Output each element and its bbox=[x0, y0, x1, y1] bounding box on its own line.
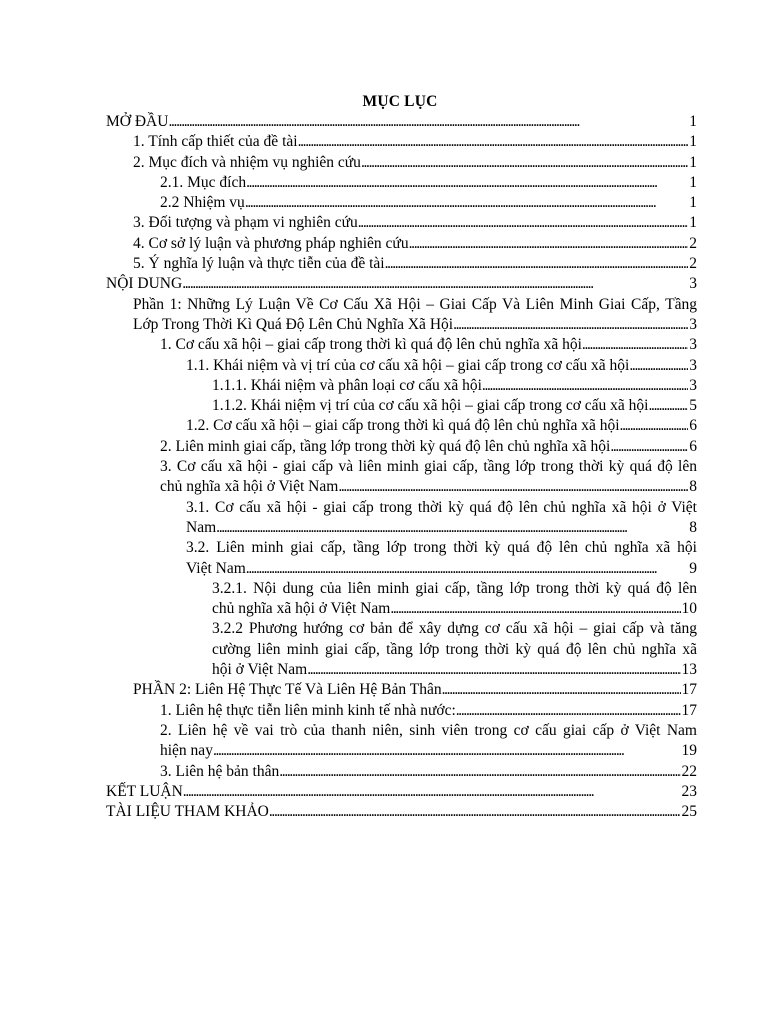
dot-leader bbox=[298, 132, 689, 152]
toc-entry-page: 3 bbox=[689, 356, 697, 374]
toc-title: MỤC LỤC bbox=[362, 93, 438, 110]
dot-leader bbox=[182, 274, 688, 294]
toc-entry-page: 2 bbox=[689, 234, 697, 252]
toc-entry-4[interactable] bbox=[133, 234, 697, 254]
dot-leader bbox=[648, 396, 688, 416]
toc-entry-page: 22 bbox=[681, 762, 697, 780]
toc-entry-text: MỞ ĐẦU bbox=[106, 113, 169, 130]
toc-entry-page: 1 bbox=[689, 194, 697, 212]
toc-entry-p1-3[interactable] bbox=[160, 457, 697, 498]
toc-entry-mo-dau[interactable] bbox=[106, 112, 697, 132]
dot-leader bbox=[385, 254, 689, 274]
toc-entry-page: 10 bbox=[681, 600, 697, 618]
toc-entry-page: 8 bbox=[689, 478, 697, 496]
toc-entry-2[interactable] bbox=[133, 153, 697, 173]
toc-entry-text-line2: cường liên minh giai cấp, tầng lớp trong thời kỳ quá độ lên chủ nghĩa xã bbox=[212, 640, 697, 658]
toc-entry-text-last: chủ nghĩa xã hội ở Việt Nam bbox=[212, 600, 391, 618]
dot-leader bbox=[409, 234, 689, 254]
toc-entry-text: 2.1. Mục đích bbox=[160, 173, 247, 191]
toc-entry-text: 1.1. Khái niệm và vị trí của cơ cấu xã hội – giai cấp trong cơ cấu xã hội bbox=[186, 356, 630, 374]
toc-entry-2-2[interactable] bbox=[160, 193, 697, 213]
toc-entry-text-last: Nam bbox=[186, 518, 217, 536]
dot-leader bbox=[610, 437, 688, 457]
toc-entry-p1-3-2[interactable] bbox=[186, 538, 697, 579]
dot-leader bbox=[246, 173, 688, 193]
toc-entry-page: 17 bbox=[681, 701, 697, 719]
toc-entry-p2-1[interactable] bbox=[160, 701, 697, 721]
toc-entry-phan-2[interactable] bbox=[133, 680, 697, 700]
toc-entry-p1-1-1-1[interactable] bbox=[212, 376, 697, 396]
toc-entry-text: 2. Mục đích và nhiệm vụ nghiên cứu bbox=[133, 153, 361, 171]
toc-entry-text: 3. Liên hệ bản thân bbox=[160, 762, 280, 780]
toc-entry-p1-3-1[interactable] bbox=[186, 498, 697, 539]
toc-entry-p2-3[interactable] bbox=[160, 762, 697, 782]
toc-entry-text-last: hội ở Việt Nam bbox=[212, 661, 308, 679]
toc-entry-page: 6 bbox=[689, 437, 697, 455]
toc-entry-page: 3 bbox=[689, 315, 697, 333]
toc-entry-text: 3. Đối tượng và phạm vi nghiên cứu bbox=[133, 214, 358, 232]
table-of-contents bbox=[106, 112, 697, 822]
toc-entry-p2-2[interactable] bbox=[160, 721, 697, 762]
toc-entry-2-1[interactable] bbox=[160, 173, 697, 193]
toc-entry-page: 1 bbox=[689, 214, 697, 232]
toc-entry-page: 3 bbox=[689, 376, 697, 394]
dot-leader bbox=[307, 660, 680, 680]
dot-leader bbox=[390, 599, 680, 619]
dot-leader bbox=[183, 782, 681, 802]
toc-entry-5[interactable] bbox=[133, 254, 697, 274]
toc-entry-tai-lieu[interactable] bbox=[106, 802, 697, 822]
toc-entry-text-line1: 3.2.1. Nội dung của liên minh giai cấp, tầng lớp trong thời kỳ quá độ lên bbox=[212, 579, 697, 597]
toc-entry-text-line1: 3.1. Cơ cấu xã hội - giai cấp trong thời kỳ quá độ lên chủ nghĩa xã hội ở Việt bbox=[186, 498, 697, 516]
toc-entry-noi-dung[interactable] bbox=[106, 274, 697, 294]
toc-entry-page: 19 bbox=[681, 742, 697, 760]
toc-entry-text: 1. Cơ cấu xã hội – giai cấp trong thời kì quá độ lên chủ nghĩa xã hội bbox=[160, 336, 582, 354]
toc-entry-page: 8 bbox=[689, 518, 697, 536]
toc-entry-text: NỘI DUNG bbox=[106, 275, 183, 293]
toc-entry-text-line1: 3.2.2 Phương hướng cơ bản để xây dựng cơ cấu xã hội – giai cấp và tăng bbox=[212, 620, 697, 638]
toc-entry-p1-1-1-2[interactable] bbox=[212, 396, 697, 416]
toc-entry-text-last: Lớp Trong Thời Kì Quá Độ Lên Chủ Nghĩa Xã Hội bbox=[133, 315, 454, 333]
toc-entry-text: TÀI LIỆU THAM KHẢO bbox=[106, 803, 269, 821]
toc-entry-page: 17 bbox=[681, 681, 697, 699]
toc-entry-text-last: chủ nghĩa xã hội ở Việt Nam bbox=[160, 478, 339, 496]
dot-leader bbox=[246, 559, 688, 579]
toc-entry-page: 9 bbox=[689, 559, 697, 577]
toc-entry-page: 13 bbox=[681, 661, 697, 679]
dot-leader bbox=[361, 153, 688, 173]
toc-entry-page: 5 bbox=[689, 397, 697, 415]
dot-leader bbox=[482, 376, 688, 396]
toc-entry-text: KẾT LUẬN bbox=[106, 782, 183, 800]
toc-entry-p1-3-2-1[interactable] bbox=[212, 579, 697, 620]
toc-entry-text: 1. Liên hệ thực tiễn liên minh kinh tế nhà nước: bbox=[160, 701, 456, 719]
dot-leader bbox=[629, 356, 688, 376]
dot-leader bbox=[453, 315, 688, 335]
toc-entry-page: 2 bbox=[689, 255, 697, 273]
toc-entry-text: 2.2 Nhiệm vụ bbox=[160, 194, 245, 212]
toc-entry-text-last: Việt Nam bbox=[186, 559, 246, 577]
dot-leader bbox=[245, 193, 688, 213]
toc-entry-p1-1-1[interactable] bbox=[186, 356, 697, 376]
toc-entry-text: 1.1.2. Khái niệm vị trí của cơ cấu xã hội – giai cấp trong cơ cấu xã hội bbox=[212, 397, 649, 415]
dot-leader bbox=[216, 518, 688, 538]
toc-entry-ket-luan[interactable] bbox=[106, 782, 697, 802]
toc-entry-text-last: hiện nay bbox=[160, 742, 213, 760]
toc-entry-text: 1.2. Cơ cấu xã hội – giai cấp trong thời kì quá độ lên chủ nghĩa xã hội bbox=[186, 417, 620, 435]
toc-entry-p1-1-2[interactable] bbox=[186, 416, 697, 436]
dot-leader bbox=[338, 477, 688, 497]
toc-entry-3[interactable] bbox=[133, 213, 697, 233]
toc-entry-page: 3 bbox=[689, 275, 697, 293]
toc-entry-text-line1: 2. Liên hệ về vai trò của thanh niên, sinh viên trong cơ cấu giai cấp ở Việt Nam bbox=[160, 721, 697, 739]
dot-leader bbox=[213, 741, 681, 761]
toc-entry-1[interactable] bbox=[133, 132, 697, 152]
toc-entry-page: 25 bbox=[681, 803, 697, 821]
toc-entry-page: 1 bbox=[689, 173, 697, 191]
toc-entry-text: 1. Tính cấp thiết của đề tài bbox=[133, 133, 298, 151]
dot-leader bbox=[456, 701, 681, 721]
toc-entry-text-line1: Phần 1: Những Lý Luận Về Cơ Cấu Xã Hội – Giai Cấp Và Liên Minh Giai Cấp, Tầng bbox=[133, 295, 697, 313]
toc-entry-text-line1: 3.2. Liên minh giai cấp, tầng lớp trong thời kỳ quá độ lên chủ nghĩa xã hội bbox=[186, 539, 697, 557]
dot-leader bbox=[620, 416, 689, 436]
toc-entry-text: PHẦN 2: Liên Hệ Thực Tế Và Liên Hệ Bản Thân bbox=[133, 681, 442, 699]
toc-entry-text: 1.1.1. Khái niệm và phân loại cơ cấu xã hội bbox=[212, 376, 482, 394]
toc-entry-page: 6 bbox=[689, 417, 697, 435]
dot-leader bbox=[279, 762, 680, 782]
toc-entry-text: 2. Liên minh giai cấp, tầng lớp trong thời kỳ quá độ lên chủ nghĩa xã hội bbox=[160, 437, 611, 455]
toc-entry-page: 1 bbox=[689, 133, 697, 151]
toc-entry-p1-3-2-2[interactable] bbox=[212, 619, 697, 680]
toc-entry-text: 5. Ý nghĩa lý luận và thực tiễn của đề tài bbox=[133, 255, 385, 273]
toc-entry-page: 1 bbox=[689, 153, 697, 171]
dot-leader bbox=[582, 335, 688, 355]
dot-leader bbox=[442, 680, 681, 700]
dot-leader bbox=[269, 802, 681, 822]
toc-entry-p1-2[interactable] bbox=[160, 437, 697, 457]
toc-entry-phan-1[interactable] bbox=[133, 295, 697, 336]
toc-entry-text-line1: 3. Cơ cấu xã hội - giai cấp và liên minh giai cấp, tầng lớp trong thời kỳ quá độ lên bbox=[160, 458, 697, 476]
toc-entry-page: 3 bbox=[689, 336, 697, 354]
dot-leader bbox=[168, 112, 688, 132]
toc-entry-page: 1 bbox=[689, 113, 697, 130]
toc-entry-p1-1[interactable] bbox=[160, 335, 697, 355]
toc-entry-page: 23 bbox=[681, 782, 697, 800]
dot-leader bbox=[358, 213, 689, 233]
toc-entry-text: 4. Cơ sở lý luận và phương pháp nghiên cứu bbox=[133, 234, 409, 252]
